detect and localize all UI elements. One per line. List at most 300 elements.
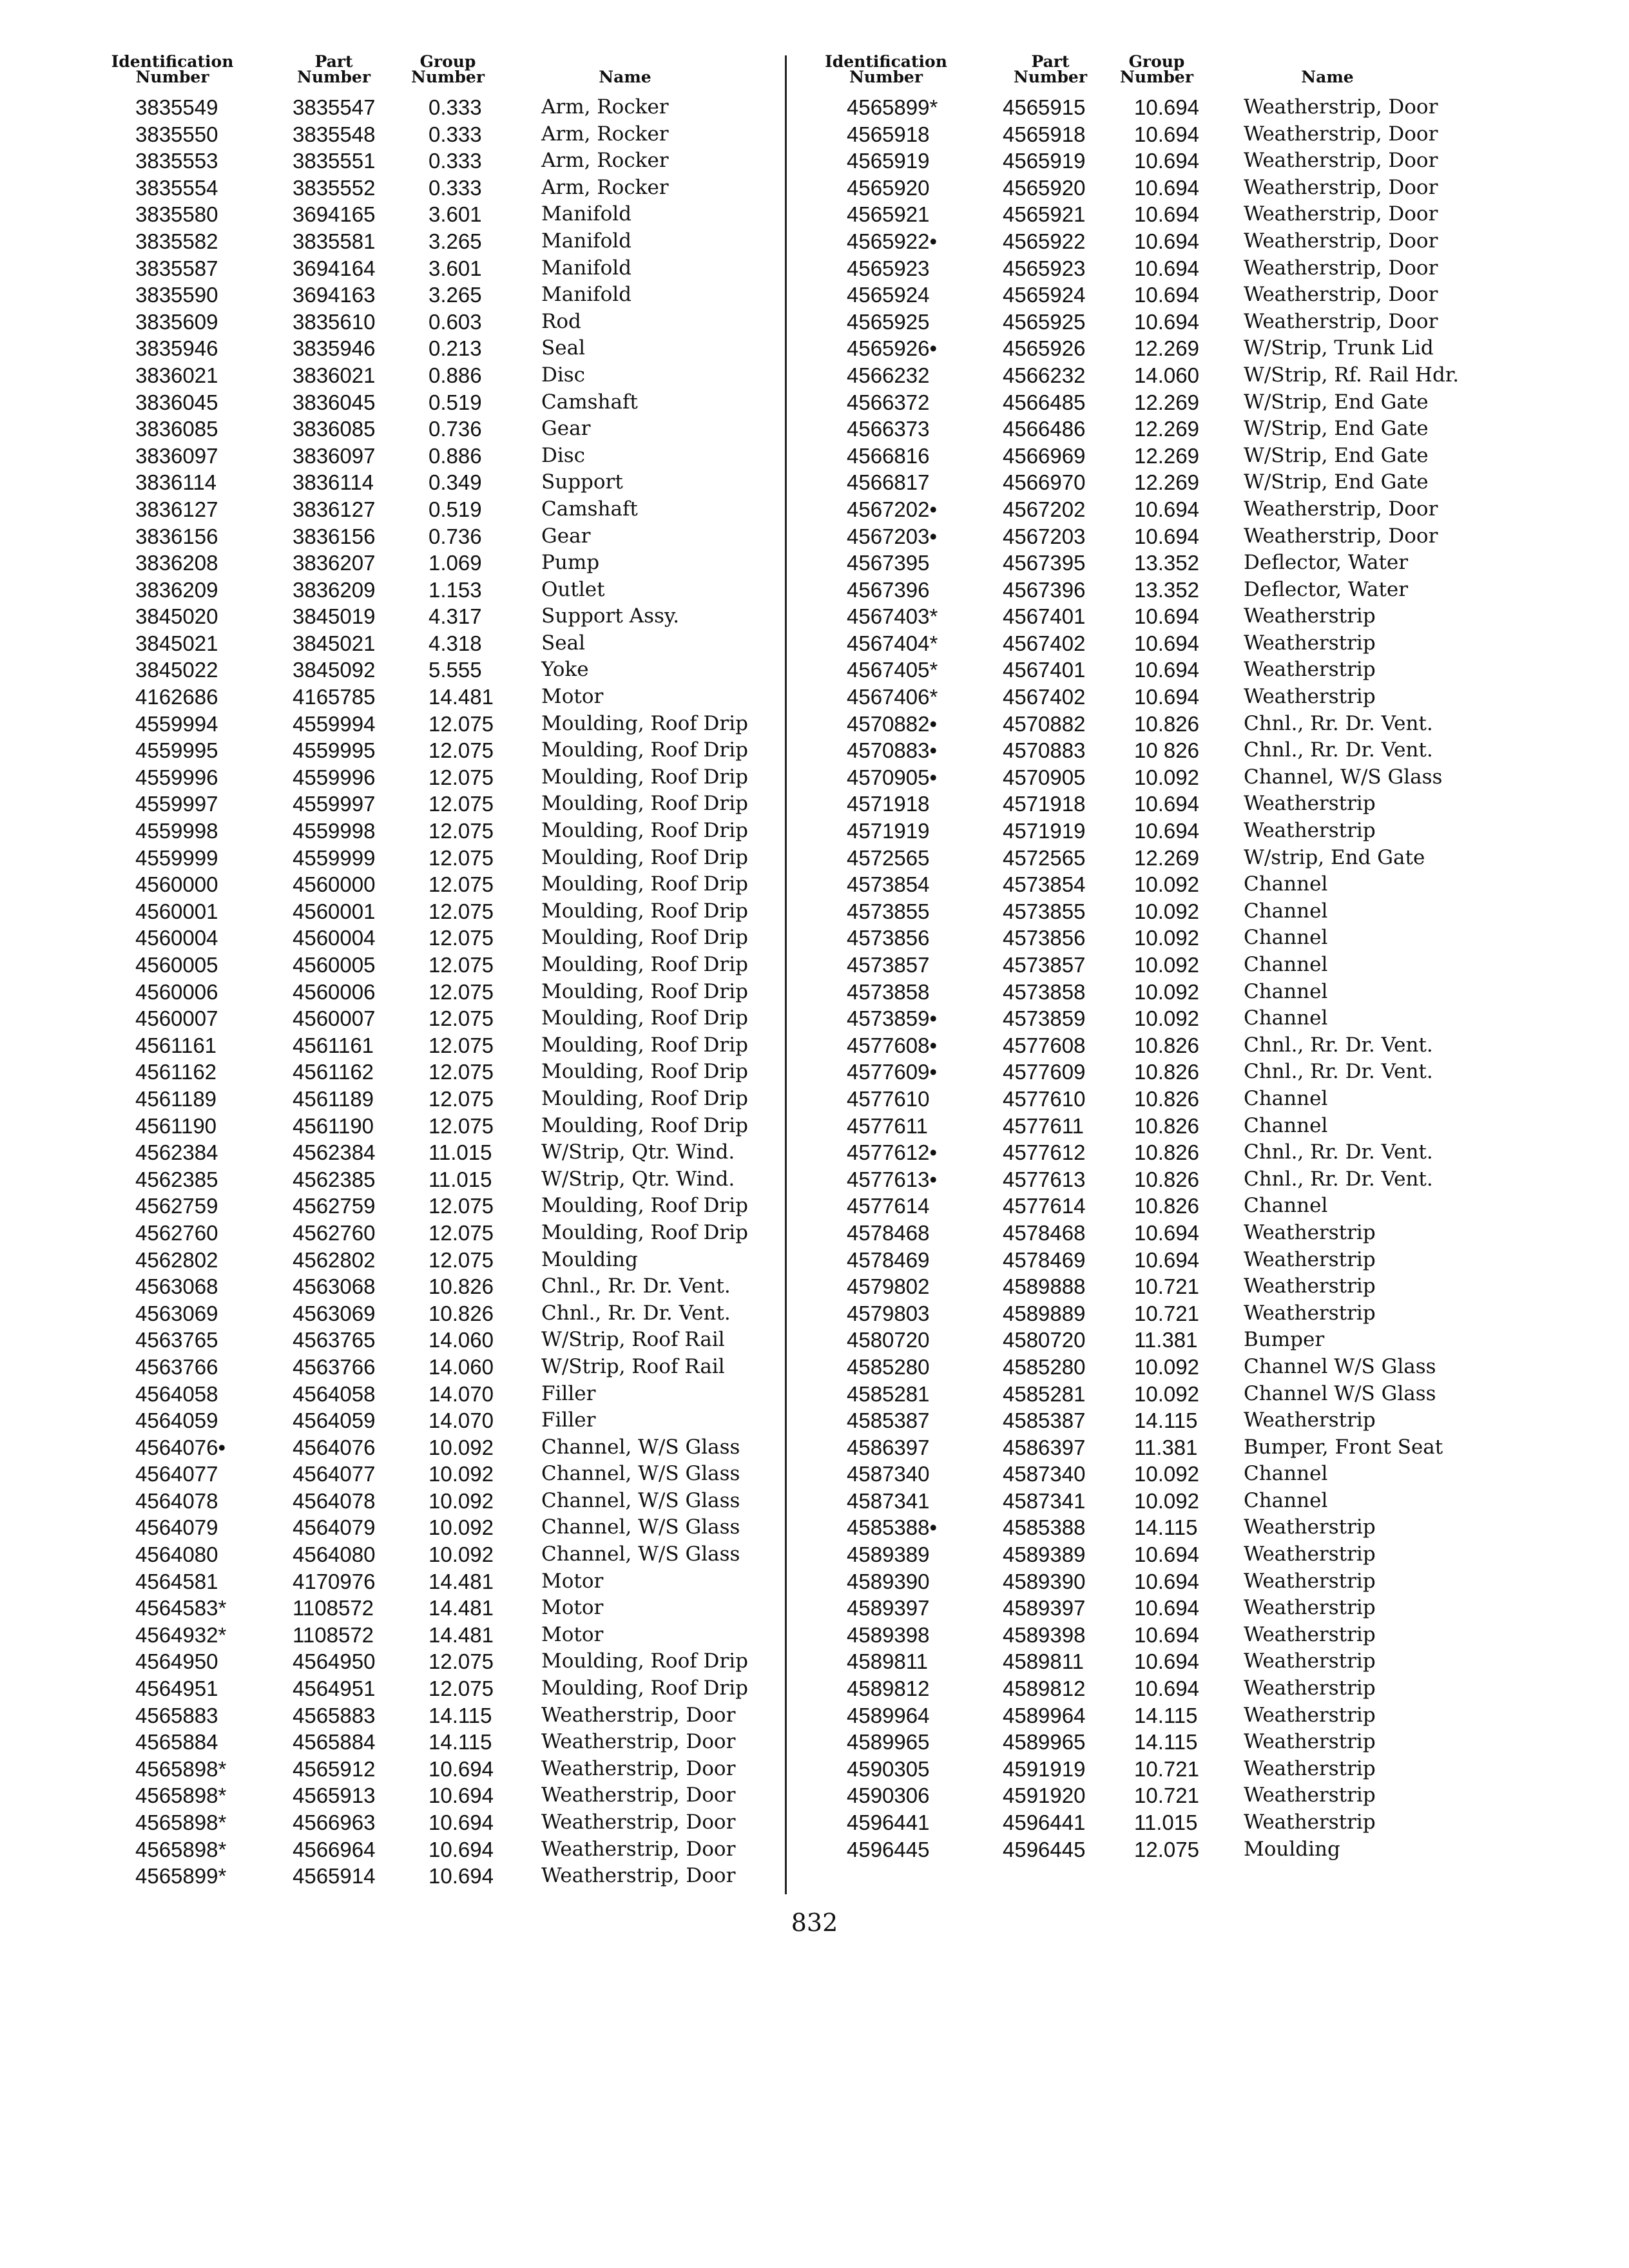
group-number-cell: 12.075 — [429, 1060, 494, 1084]
identification-number-cell: 4565918 — [847, 122, 930, 146]
group-number-cell: 14.115 — [1134, 1515, 1198, 1540]
table-row — [103, 94, 773, 121]
part-number-cell: 3835551 — [293, 149, 376, 173]
identification-number-cell: 4585388• — [847, 1515, 938, 1540]
identification-number-cell: 4562760 — [135, 1220, 218, 1245]
part-number-cell: 4591920 — [1003, 1783, 1086, 1808]
identification-number-cell: 4564950 — [135, 1649, 218, 1674]
group-number-cell: 14.060 — [429, 1354, 494, 1379]
part-number-cell: 4567396 — [1003, 577, 1086, 602]
table-row — [103, 1139, 773, 1166]
group-number-cell: 12.075 — [429, 872, 494, 897]
table-row — [103, 550, 773, 577]
part-number-cell: 4587341 — [1003, 1488, 1086, 1513]
table-row — [805, 1648, 1489, 1675]
identification-number-cell: 4562759 — [135, 1194, 218, 1218]
part-number-cell: 3694164 — [293, 256, 376, 280]
identification-number-cell: 4585387 — [847, 1408, 930, 1433]
group-number-cell: 10.694 — [1134, 283, 1199, 307]
group-number-cell: 10.092 — [429, 1462, 494, 1486]
group-number-cell: 10.092 — [1134, 1006, 1199, 1031]
name-cell: Weatherstrip — [1244, 604, 1376, 628]
table-row — [805, 979, 1489, 1006]
group-number-cell: 10.721 — [1134, 1301, 1199, 1325]
table-row — [103, 1273, 773, 1300]
group-number-cell: 10.826 — [1134, 1140, 1199, 1165]
table-row — [103, 255, 773, 282]
group-number-cell: 3.601 — [429, 256, 482, 280]
group-number-cell: 10.694 — [1134, 95, 1199, 119]
identification-number-cell: 4577610 — [847, 1086, 930, 1111]
name-cell: Weatherstrip, Door — [541, 1837, 736, 1861]
part-number-cell: 4563068 — [293, 1274, 376, 1299]
identification-number-cell: 3835550 — [135, 122, 218, 146]
name-cell: Weatherstrip — [1244, 1756, 1376, 1780]
identification-number-cell: 4570905• — [847, 765, 938, 789]
table-row — [103, 630, 773, 657]
part-number-cell: 4563765 — [293, 1328, 376, 1352]
part-number-cell: 4565913 — [293, 1783, 376, 1808]
identification-number-cell: 4563765 — [135, 1328, 218, 1352]
identification-number-cell: 3835609 — [135, 309, 218, 334]
group-number-cell: 13.352 — [1134, 577, 1199, 602]
group-number-cell: 3.265 — [429, 283, 482, 307]
part-number-cell: 4563069 — [293, 1301, 376, 1325]
identification-number-cell: 4579803 — [847, 1301, 930, 1325]
group-number-cell: 10.694 — [1134, 1622, 1199, 1647]
table-row — [805, 1675, 1489, 1702]
part-number-cell: 4589888 — [1003, 1274, 1086, 1299]
identification-number-cell: 4577611 — [847, 1113, 929, 1138]
identification-number-cell: 4586397 — [847, 1435, 930, 1459]
part-number-cell: 4565918 — [1003, 122, 1086, 146]
part-number-cell: 4565925 — [1003, 309, 1086, 334]
table-row — [805, 469, 1489, 496]
left-table-body — [103, 94, 773, 1890]
identification-number-cell: 4560004 — [135, 926, 218, 950]
group-number-cell: 12.075 — [429, 1247, 494, 1272]
group-number-cell: 10.826 — [429, 1301, 494, 1325]
part-number-cell: 4564080 — [293, 1542, 376, 1567]
table-row — [805, 1032, 1489, 1059]
name-cell: Weatherstrip — [1244, 819, 1376, 843]
identification-number-cell: 4596445 — [847, 1837, 930, 1861]
name-cell: Channel, W/S Glass — [541, 1515, 740, 1539]
group-number-cell: 10.694 — [1134, 1247, 1199, 1272]
right-table-body — [805, 94, 1489, 1863]
part-number-cell: 4596445 — [1003, 1837, 1086, 1861]
group-number-cell: 12.075 — [429, 765, 494, 789]
name-cell: Channel, W/S Glass — [541, 1435, 740, 1459]
identification-number-cell: 3836085 — [135, 417, 218, 441]
name-cell: Moulding, Roof Drip — [541, 845, 748, 869]
name-cell: Moulding, Roof Drip — [541, 792, 748, 816]
table-row — [103, 1648, 773, 1675]
name-cell: Gear — [541, 524, 591, 548]
identification-number-cell: 3836209 — [135, 577, 218, 602]
part-number-cell: 4580720 — [1003, 1328, 1086, 1352]
table-row — [805, 1702, 1489, 1729]
name-cell: Chnl., Rr. Dr. Vent. — [1244, 1060, 1433, 1084]
name-cell: Weatherstrip — [1244, 1301, 1376, 1325]
table-row — [103, 1836, 773, 1863]
part-number-cell: 4570882 — [1003, 711, 1086, 736]
group-number-cell: 10.694 — [1134, 1542, 1199, 1567]
group-number-cell: 12.075 — [429, 1677, 494, 1701]
group-number-cell: 14.115 — [429, 1730, 492, 1754]
identification-number-cell: 4559998 — [135, 819, 218, 843]
identification-number-cell: 4564932* — [135, 1622, 227, 1647]
table-row — [805, 1113, 1489, 1140]
group-number-cell: 10.694 — [1134, 792, 1199, 816]
name-cell: Weatherstrip — [1244, 1677, 1376, 1700]
name-cell: Moulding, Roof Drip — [541, 1220, 748, 1244]
identification-number-cell: 4567202• — [847, 497, 938, 521]
identification-number-cell: 4565898* — [135, 1811, 227, 1834]
group-number-cell: 0.519 — [429, 497, 482, 521]
name-cell: Support Assy. — [541, 604, 680, 628]
group-number-cell: 0.519 — [429, 390, 482, 414]
identification-number-cell: 4560001 — [135, 899, 218, 923]
right-table-header — [805, 54, 1489, 94]
group-number-cell: 10.694 — [1134, 1677, 1199, 1701]
part-number-cell: 4589965 — [1003, 1730, 1086, 1754]
identification-number-cell: 4563069 — [135, 1301, 218, 1325]
identification-number-cell: 4566817 — [847, 470, 930, 495]
name-cell: Moulding, Roof Drip — [541, 1677, 748, 1700]
part-number-cell: 4560005 — [293, 953, 376, 977]
group-number-cell: 11.015 — [429, 1140, 492, 1165]
identification-number-cell: 4589398 — [847, 1622, 930, 1647]
part-number-cell: 4585281 — [1003, 1381, 1086, 1406]
part-number-cell: 4564951 — [293, 1677, 376, 1701]
identification-number-cell: 4589811 — [847, 1649, 929, 1674]
identification-number-cell: 4162686 — [135, 685, 218, 709]
identification-number-cell: 4567406* — [847, 685, 938, 709]
group-number-cell: 12.269 — [1134, 336, 1199, 361]
table-row — [103, 1514, 773, 1541]
name-cell: Weatherstrip — [1244, 1622, 1376, 1646]
group-number-cell: 12.075 — [429, 711, 494, 736]
identification-number-cell: 4559995 — [135, 738, 218, 763]
name-cell: Arm, Rocker — [541, 95, 669, 119]
name-cell: Bumper — [1244, 1328, 1325, 1352]
name-cell: Weatherstrip — [1244, 1811, 1376, 1834]
table-row — [805, 1782, 1489, 1809]
name-cell: W/Strip, Roof Rail — [541, 1354, 725, 1378]
identification-number-cell: 4565899* — [135, 1864, 227, 1888]
part-number-cell: 4564077 — [293, 1462, 376, 1486]
identification-number-cell: 4563068 — [135, 1274, 218, 1299]
table-row — [805, 1139, 1489, 1166]
name-cell: Camshaft — [541, 390, 638, 414]
part-number-cell: 4165785 — [293, 685, 376, 709]
identification-number-cell: 3835554 — [135, 175, 218, 200]
table-row — [103, 309, 773, 336]
part-number-cell: 4559996 — [293, 765, 376, 789]
name-cell: Moulding, Roof Drip — [541, 711, 748, 735]
group-number-cell: 12.269 — [1134, 417, 1199, 441]
group-number-cell: 0.213 — [429, 336, 482, 361]
table-row — [805, 255, 1489, 282]
name-cell: W/Strip, Qtr. Wind. — [541, 1140, 735, 1164]
name-cell: Moulding, Roof Drip — [541, 1113, 748, 1137]
part-number-cell: 4571919 — [1003, 819, 1086, 843]
name-cell: Moulding, Roof Drip — [541, 926, 748, 950]
part-number-cell: 4589390 — [1003, 1569, 1086, 1593]
group-number-cell: 10.694 — [1134, 149, 1199, 173]
table-row — [805, 925, 1489, 952]
table-row — [805, 416, 1489, 443]
identification-number-cell: 4580720 — [847, 1328, 930, 1352]
name-cell: Channel — [1244, 1194, 1328, 1218]
table-row — [103, 1032, 773, 1059]
identification-number-cell: 4577614 — [847, 1194, 930, 1218]
left-parts-table — [103, 54, 773, 1890]
table-row — [103, 1193, 773, 1220]
part-number-cell: 4559998 — [293, 819, 376, 843]
identification-number-cell: 4589390 — [847, 1569, 930, 1593]
group-number-cell: 10.092 — [429, 1488, 494, 1513]
name-cell: Moulding, Roof Drip — [541, 953, 748, 976]
identification-number-cell: 4589965 — [847, 1730, 930, 1754]
part-number-cell: 4577613 — [1003, 1167, 1086, 1191]
group-number-cell: 14.481 — [429, 1622, 494, 1647]
identification-number-cell: 4585280 — [847, 1354, 930, 1379]
part-number-cell: 4587340 — [1003, 1462, 1086, 1486]
name-cell: W/Strip, Qtr. Wind. — [541, 1167, 735, 1191]
identification-number-cell: 4559994 — [135, 711, 218, 736]
table-row — [103, 389, 773, 416]
identification-number-cell: 4567396 — [847, 577, 930, 602]
group-number-cell: 10.694 — [429, 1864, 494, 1888]
table-row — [103, 201, 773, 228]
identification-number-cell: 4573859• — [847, 1006, 938, 1031]
name-cell: Arm, Rocker — [541, 122, 669, 146]
part-number-cell: 4565883 — [293, 1703, 376, 1727]
identification-number-cell: 4577608• — [847, 1033, 938, 1057]
group-number-cell: 10.694 — [1134, 1596, 1199, 1620]
name-cell: Motor — [541, 685, 604, 709]
table-row — [103, 148, 773, 175]
part-number-cell: 3835610 — [293, 309, 376, 334]
part-number-cell: 4573858 — [1003, 979, 1086, 1004]
table-row — [805, 94, 1489, 121]
name-cell: Weatherstrip, Door — [1244, 122, 1438, 146]
name-cell: Weatherstrip, Door — [541, 1730, 736, 1754]
table-row — [805, 577, 1489, 604]
name-cell: Arm, Rocker — [541, 175, 669, 199]
table-row — [103, 871, 773, 898]
part-number-cell: 4589812 — [1003, 1677, 1086, 1701]
group-number-cell: 11.381 — [1134, 1328, 1198, 1352]
name-cell: Weatherstrip, Door — [541, 1756, 736, 1780]
group-number-cell: 0.886 — [429, 363, 482, 387]
table-row — [805, 1327, 1489, 1354]
identification-number-cell: 4565898* — [135, 1756, 227, 1781]
part-number-cell: 4561162 — [293, 1060, 374, 1084]
part-number-cell: 4572565 — [1003, 845, 1086, 870]
group-number-cell: 12.269 — [1134, 443, 1199, 468]
table-row — [103, 1381, 773, 1408]
part-number-cell: 3694163 — [293, 283, 376, 307]
table-row — [805, 1059, 1489, 1086]
group-number-cell: 10.694 — [1134, 202, 1199, 227]
part-number-cell: 3836207 — [293, 551, 376, 575]
table-row — [103, 1702, 773, 1729]
identification-number-cell: 3845020 — [135, 604, 218, 629]
identification-number-cell: 4559999 — [135, 845, 218, 870]
part-number-cell: 4565920 — [1003, 175, 1086, 200]
name-cell: Weatherstrip — [1244, 1703, 1376, 1727]
name-cell: Moulding — [1244, 1837, 1340, 1861]
identification-number-cell: 4573857 — [847, 953, 930, 977]
table-row — [805, 550, 1489, 577]
identification-number-cell: 3835590 — [135, 283, 218, 307]
identification-number-cell: 4561162 — [135, 1060, 217, 1084]
part-number-cell: 4562385 — [293, 1167, 376, 1191]
table-row — [805, 1836, 1489, 1863]
group-number-cell: 14.060 — [1134, 363, 1199, 387]
identification-number-cell: 3835582 — [135, 229, 218, 253]
table-row — [103, 1541, 773, 1568]
group-number-cell: 14.070 — [429, 1381, 494, 1406]
name-cell: Weatherstrip, Door — [1244, 229, 1438, 253]
identification-number-cell: 4596441 — [847, 1811, 930, 1834]
name-cell: Support — [541, 470, 623, 494]
name-cell: Disc — [541, 443, 586, 467]
name-cell: Channel — [1244, 953, 1328, 976]
part-number-cell: 4565914 — [293, 1864, 376, 1888]
part-number-cell: 4577610 — [1003, 1086, 1086, 1111]
group-number-cell: 10.694 — [1134, 229, 1199, 253]
part-number-cell: 4567401 — [1003, 604, 1086, 629]
table-row — [103, 1327, 773, 1354]
identification-number-cell: 4565925 — [847, 309, 930, 334]
part-number-cell: 3835547 — [293, 95, 376, 119]
page-number: 832 — [791, 1908, 838, 1937]
table-row — [805, 630, 1489, 657]
part-number-cell: 3845019 — [293, 604, 376, 629]
table-row — [103, 684, 773, 711]
table-row — [805, 1354, 1489, 1381]
table-row — [805, 1193, 1489, 1220]
table-row — [103, 443, 773, 470]
identification-number-cell: 3835946 — [135, 336, 218, 361]
name-cell: Chnl., Rr. Dr. Vent. — [1244, 1033, 1433, 1057]
table-row — [805, 1086, 1489, 1113]
part-number-cell: 4585280 — [1003, 1354, 1086, 1379]
name-cell: Channel — [1244, 926, 1328, 950]
name-cell: Manifold — [541, 229, 631, 253]
name-cell: Channel — [1244, 1113, 1328, 1137]
identification-number-cell: 4560006 — [135, 979, 218, 1004]
group-number-cell: 12.075 — [429, 1113, 494, 1138]
group-number-cell: 10.721 — [1134, 1756, 1199, 1781]
identification-number-cell: 4561190 — [135, 1113, 217, 1138]
part-number-cell: 4567202 — [1003, 497, 1086, 521]
group-number-cell: 12.075 — [429, 953, 494, 977]
table-row — [103, 1756, 773, 1783]
group-number-cell: 10 826 — [1134, 738, 1199, 763]
name-cell: Moulding, Roof Drip — [541, 1649, 748, 1673]
table-row — [805, 711, 1489, 738]
name-cell: Weatherstrip — [1244, 1542, 1376, 1566]
group-number-cell: 10.092 — [429, 1515, 494, 1540]
group-number-cell: 10.092 — [1134, 979, 1199, 1004]
name-cell: Channel — [1244, 1462, 1328, 1486]
name-cell: Weatherstrip — [1244, 1569, 1376, 1593]
identification-number-cell: 4560005 — [135, 953, 218, 977]
identification-number-cell: 4567395 — [847, 551, 930, 575]
identification-number-cell: 4578469 — [847, 1247, 930, 1272]
group-number-cell: 10.092 — [1134, 926, 1199, 950]
group-number-cell: 14.481 — [429, 1569, 494, 1593]
table-row — [103, 1166, 773, 1193]
group-number-cell: 14.481 — [429, 1596, 494, 1620]
part-number-cell: 4589889 — [1003, 1301, 1086, 1325]
identification-number-cell: 4577609• — [847, 1060, 938, 1084]
name-cell: Channel — [1244, 872, 1328, 896]
part-number-cell: 4565924 — [1003, 283, 1086, 307]
group-number-cell: 10.092 — [1134, 953, 1199, 977]
table-row — [103, 657, 773, 684]
name-cell: W/strip, End Gate — [1244, 845, 1425, 869]
table-row — [103, 1461, 773, 1488]
identification-number-cell: 4564076• — [135, 1435, 226, 1459]
identification-number-cell: 4565922• — [847, 229, 938, 253]
table-row — [805, 1407, 1489, 1434]
name-cell: Weatherstrip — [1244, 631, 1376, 655]
part-number-cell: 4577608 — [1003, 1033, 1086, 1057]
part-number-cell: 4559997 — [293, 792, 376, 816]
header-identification-number: Identification Number — [825, 52, 947, 86]
group-number-cell: 10.092 — [1134, 872, 1199, 897]
table-row — [103, 1595, 773, 1622]
table-row — [103, 925, 773, 952]
name-cell: Bumper, Front Seat — [1244, 1435, 1443, 1459]
group-number-cell: 10.694 — [1134, 685, 1199, 709]
name-cell: Rod — [541, 309, 581, 333]
name-cell: W/Strip, End Gate — [1244, 417, 1429, 441]
identification-number-cell: 3835580 — [135, 202, 218, 227]
identification-number-cell: 4573856 — [847, 926, 930, 950]
group-number-cell: 10.694 — [1134, 309, 1199, 334]
table-row — [805, 175, 1489, 202]
identification-number-cell: 4565898* — [135, 1783, 227, 1808]
right-parts-table — [805, 54, 1489, 1863]
group-number-cell: 10.092 — [1134, 765, 1199, 789]
part-number-cell: 4577612 — [1003, 1140, 1086, 1165]
group-number-cell: 11.381 — [1134, 1435, 1198, 1459]
group-number-cell: 14.115 — [1134, 1730, 1198, 1754]
name-cell: Chnl., Rr. Dr. Vent. — [1244, 738, 1433, 762]
identification-number-cell: 4564581 — [135, 1569, 218, 1593]
part-number-cell: 4562802 — [293, 1247, 376, 1272]
part-number-cell: 4560000 — [293, 872, 376, 897]
group-number-cell: 10.694 — [1134, 256, 1199, 280]
table-row — [805, 1729, 1489, 1756]
identification-number-cell: 4566816 — [847, 443, 930, 468]
name-cell: W/Strip, Rf. Rail Hdr. — [1244, 363, 1460, 387]
group-number-cell: 12.075 — [429, 792, 494, 816]
table-row — [103, 1407, 773, 1434]
group-number-cell: 12.075 — [429, 1220, 494, 1245]
table-row — [103, 121, 773, 148]
name-cell: Weatherstrip, Door — [541, 1783, 736, 1807]
table-row — [805, 335, 1489, 362]
group-number-cell: 10.721 — [1134, 1783, 1199, 1808]
